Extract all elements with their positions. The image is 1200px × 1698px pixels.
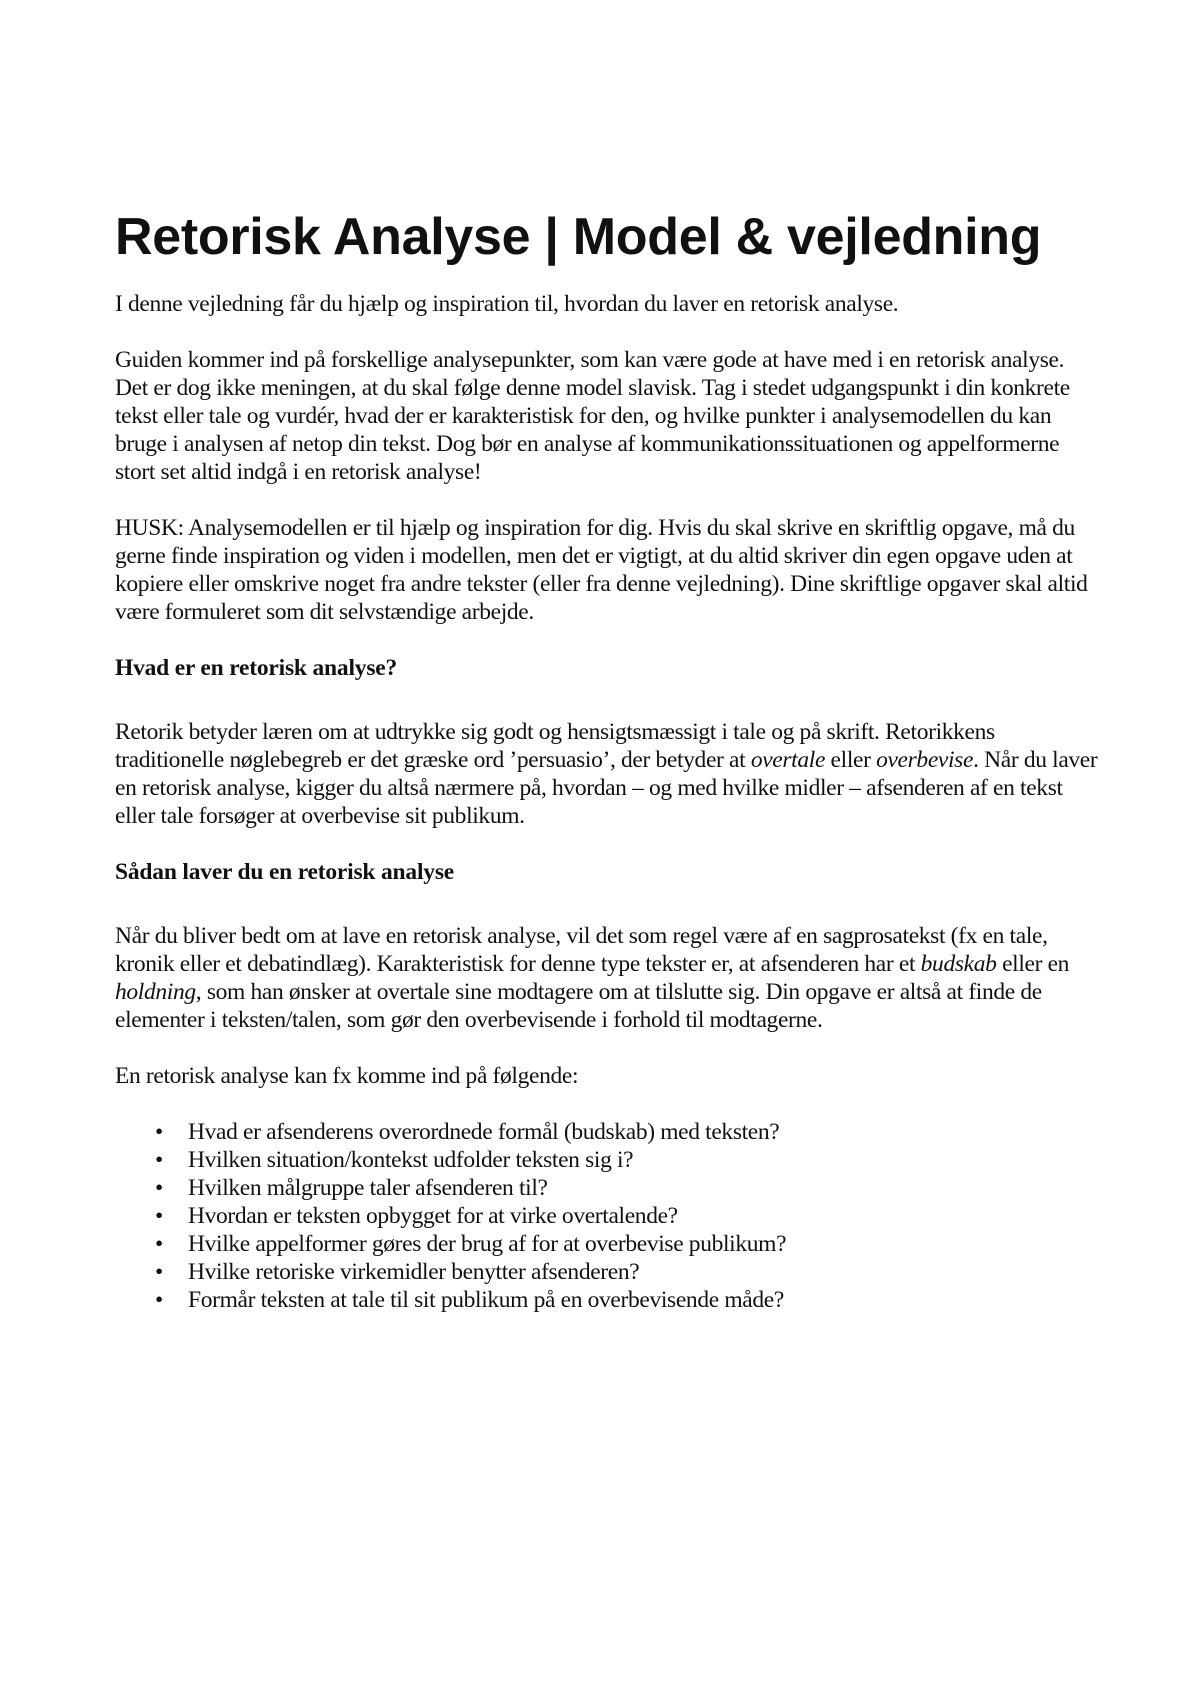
list-intro: En retorisk analyse kan fx komme ind på følgende:	[115, 1063, 579, 1089]
list-item	[155, 1202, 1100, 1230]
bullet-icon: •	[155, 1175, 163, 1201]
bullet-icon: •	[155, 1259, 163, 1285]
definition-text-1: Retorik betyder læren om at udtrykke sig godt og hensigtsmæssigt i tale og på skrift. Retorikkens traditionelle nøglebegreb er det græske ord ’persuasio’, der betyder at	[115, 719, 995, 773]
page-title: Retorisk Analyse | Model & vejledning	[115, 208, 1042, 266]
bullet-icon: •	[155, 1119, 163, 1145]
bullet-icon: •	[155, 1287, 163, 1313]
analysis-points-list	[115, 1118, 1100, 1314]
emphasis-budskab: budskab	[920, 951, 997, 977]
husk-paragraph: HUSK: Analysemodellen er til hjælp og inspiration for dig. Hvis du skal skrive en skriftlig opgave, må du gerne finde inspiration og viden i modellen, men det er vigtigt, at du altid skriver din egen opgave uden at kopiere eller omskrive noget fra andre tekster (eller fra denne vejledning). Dine skriftlige opgaver skal altid være formuleret som dit selvstændige arbejde.	[115, 515, 1088, 625]
guide-paragraph: Guiden kommer ind på forskellige analysepunkter, som kan være gode at have med i en retorisk analyse. Det er dog ikke meningen, at du skal følge denne model slavisk. Tag i stedet udgangspunkt i din konkrete tekst eller tale og vurdér, hvad der er karakteristisk for den, og hvilke punkter i analysemodellen du kan bruge i analysen af netop din tekst. Dog bør en analyse af kommunikationssituationen og appelformerne stort set altid indgå i en retorisk analyse!	[115, 347, 1070, 485]
howto-text-2: eller en	[996, 951, 1070, 977]
list-item-text: Hvordan er teksten opbygget for at virke overtalende?	[188, 1203, 678, 1229]
howto-text-3: , som han ønsker at overtale sine modtagere om at tilslutte sig. Din opgave er altså at finde de elementer i teksten/talen, som gør den overbevisende i forhold til modtagerne.	[115, 979, 1042, 1033]
list-item	[155, 1286, 1100, 1314]
emphasis-holdning: holdning	[115, 979, 196, 1005]
section-heading-how-to: Sådan laver du en retorisk analyse	[115, 859, 454, 885]
list-item	[155, 1174, 1100, 1202]
bullet-icon: •	[155, 1203, 163, 1229]
section-heading-what-is: Hvad er en retorisk analyse?	[115, 655, 398, 681]
list-item	[155, 1146, 1100, 1174]
list-item-text: Hvilken målgruppe taler afsenderen til?	[188, 1175, 548, 1201]
definition-text-3: . Når du laver en retorisk analyse, kigger du altså nærmere på, hvordan – og med hvilke midler – afsenderen af en tekst eller tale forsøger at overbevise sit publikum.	[115, 747, 1098, 829]
intro-paragraph: I denne vejledning får du hjælp og inspiration til, hvordan du laver en retorisk analyse.	[115, 291, 899, 317]
list-item-text: Hvad er afsenderens overordnede formål (budskab) med teksten?	[188, 1119, 780, 1145]
document-page	[115, 205, 1100, 1314]
bullet-icon: •	[155, 1147, 163, 1173]
list-item	[155, 1258, 1100, 1286]
definition-paragraph	[115, 718, 1100, 830]
list-item	[155, 1118, 1100, 1146]
list-item-text: Hvilke retoriske virkemidler benytter afsenderen?	[188, 1259, 640, 1285]
bullet-icon: •	[155, 1231, 163, 1257]
list-item-text: Formår teksten at tale til sit publikum på en overbevisende måde?	[188, 1287, 784, 1313]
list-item-text: Hvilken situation/kontekst udfolder teksten sig i?	[188, 1147, 634, 1173]
howto-paragraph	[115, 922, 1100, 1034]
howto-text-1: Når du bliver bedt om at lave en retorisk analyse, vil det som regel være af en sagprosatekst (fx en tale, kronik eller et debatindlæg). Karakteristisk for denne type tekster er, at afsenderen har et	[115, 923, 1048, 977]
list-item-text: Hvilke appelformer gøres der brug af for at overbevise publikum?	[188, 1231, 787, 1257]
emphasis-overtale: overtale	[750, 747, 826, 773]
definition-text-2: eller	[825, 747, 877, 773]
emphasis-overbevise: overbevise	[876, 747, 974, 773]
list-item	[155, 1230, 1100, 1258]
